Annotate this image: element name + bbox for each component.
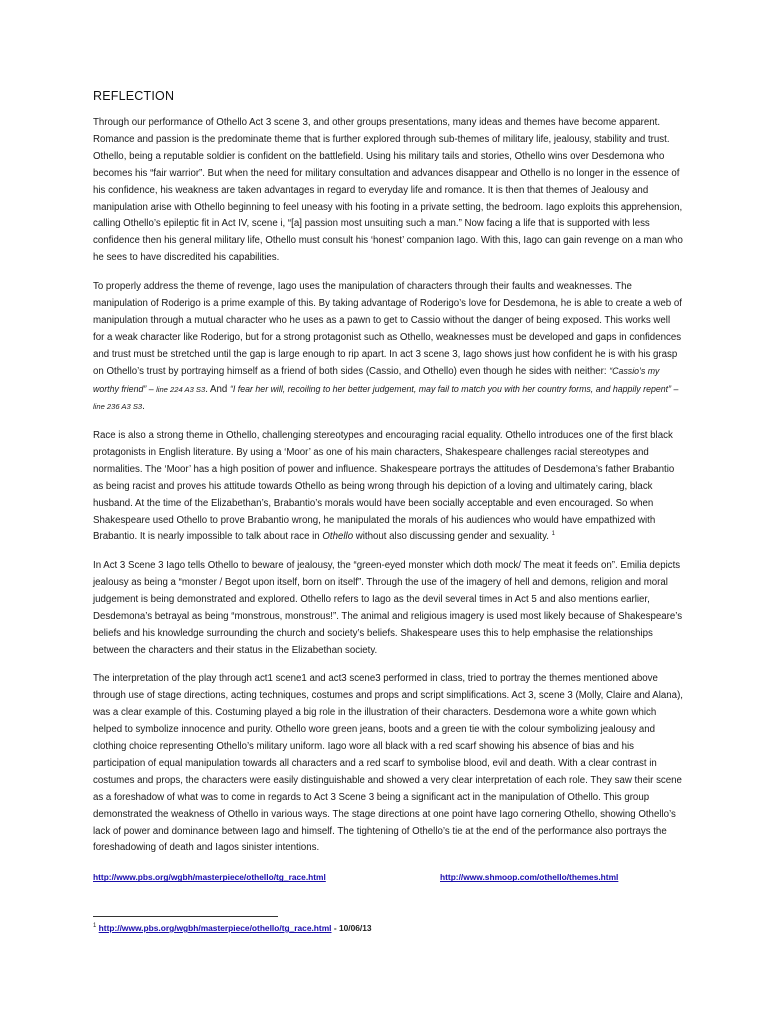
paragraph-revenge-end: . — [142, 401, 145, 413]
paragraph-race — [93, 428, 683, 546]
paragraph-intro: Through our performance of Othello Act 3 scene 3, and other groups presentations, many ideas and themes have become apparent. Romance and passion is the predominate theme that is further explored through sub-themes of military life, jealousy, stability and trust. Othello, being a reputable soldier is confident on the battlefield. Using his military tails and stories, Othello wins over Desdemona who becomes his “fair warrior”. But when the need for military consultation and advances disappear and Othello is no longer in the essence of his confidence, his weakness are taken advantages in regard to everyday life and romance. It is then that themes of Jealousy and manipulation arise with Othello beginning to feel uneasy with his footing in a private setting, the bedroom. Iago exploits this apprehension, calling Othello’s epileptic fit in Act IV, scene i, “[a] passion most unsuiting such a man.” Now facing a life that is supported with less confidence then his general military life, Othello must consult his ‘honest’ companion Iago. With this, Iago can gain revenge on a man who he sees to have discredited his capabilities. — [93, 117, 683, 264]
line-reference-2: line 236 A3 S3 — [93, 402, 143, 412]
play-title-italic: Othello — [322, 531, 354, 543]
footnote-link[interactable]: http://www.pbs.org/wgbh/masterpiece/othello/tg_race.html — [98, 923, 332, 933]
footnote-divider — [93, 916, 278, 917]
footnote — [93, 922, 372, 934]
page-title: REFLECTION — [93, 89, 175, 103]
paragraph-race-tail: without also discussing gender and sexuality. — [353, 531, 549, 543]
reference-link-pbs[interactable]: http://www.pbs.org/wgbh/masterpiece/othello/tg_race.html — [93, 872, 326, 883]
reference-link-shmoop[interactable]: http://www.shmoop.com/othello/themes.html — [440, 872, 619, 883]
paragraph-race-text: Race is also a strong theme in Othello, challenging stereotypes and encouraging racial equality. Othello introduces one of the first black protagonists in English literature. By using a ‘Moor’ as one of his main characters, Shakespeare challenges racial stereotypes and normalities. The ‘Moor’ has a high position of power and influence. Shakespeare portrays the attitudes of Desdemona’s father Brabantio as being racist and proves his attitude towards Othello as being wrong through his depiction of a loving and ultimately caring, black husband. At the time of the Elizabethan’s, Brabantio’s morals would have been socially acceptable and even encouraged. So when Shakespeare used Othello to prove Brabantio wrong, he manipulated the morals of his audiences who would have empathized with Brabantio. It is nearly impossible to talk about race in — [93, 430, 675, 543]
paragraph-jealousy: In Act 3 Scene 3 Iago tells Othello to beware of jealousy, the “green-eyed monster which doth mock/ The meat it feeds on”. Emilia depicts jealousy as being a “monster / Begot upon itself, born on itself”. Through the use of the imagery of hell and demons, religion and moral judgement is being demonstrated and explored. Othello refers to Iago as the devil several times in Act 5 and also mentions earlier, Desdemona’s betrayal as being “monstrous, monstrous!”. The animal and religious imagery is used most likely because of Shakespeare’s beliefs and his knowledge surrounding the church and society’s beliefs. Shakespeare uses this to help emphasise the relationships between the characters and their status in the Elizabethan society. — [93, 560, 683, 656]
quote-recoiling: “I fear her will, recoiling to her better judgement, may fail to match you with her country forms, and happily repent” – — [229, 384, 679, 395]
footnote-number: 1 — [93, 923, 97, 930]
paragraph-revenge — [93, 279, 683, 416]
paragraph-interpretation: The interpretation of the play through act1 scene1 and act3 scene3 performed in class, tried to portray the themes mentioned above through use of stage directions, acting techniques, costumes and props and script simplifications. Act 3, scene 3 (Molly, Claire and Alana), was a clear example of this. Costuming played a big role in the illustration of their characters. Desdemona wore a white gown which helped to symbolize innocence and purity. Othello wore green jeans, boots and a green tie with the colour symbolizing jealousy and clothing choice representing Othello’s military uniform. Iago wore all black with a red scarf showing his absence of bias and his participation of equal manipulation towards all characters and a red scarf to symbolise blood, evil and death. With a clear contrast in costumes and props, the characters were easily distinguishable and showed a very clear interpretation of each role. They saw their scene as a foreshadow of what was to come in regards to Act 3 Scene 3 being a significant act in the manipulation of Othello. This group demonstrated the weakness of Othello in various ways. The stage directions at one point have Iago cornering Othello, showing Othello’s lack of power and dominance between Iago and himself. The tightening of Othello’s tie at the end of the performance also portrays the foreshadowing of death and Iagos sinister intentions. — [93, 673, 683, 854]
paragraph-revenge-text: To properly address the theme of revenge, Iago uses the manipulation of characters through their faults and weaknesses. The manipulation of Roderigo is a prime example of this. By taking advantage of Roderigo’s love for Desdemona, he is able to create a web of manipulation through a mutual character who he uses as a pawn to get to Cassio without the danger of being exposed. This works well for a weak character like Roderigo, but for a strong protagonist such as Othello, weaknesses must be developed and gaps in confidences and trust must be stretched until the gap is large enough to rip apart. In act 3 scene 3, Iago shows just how confident he is with his grasp on Othello’s trust by portraying himself as a friend of both sides (Cassio, and Othello) even though he sides with neither: — [93, 280, 682, 378]
quote-cassio: “Cassio’s my worthy friend” – — [93, 366, 660, 395]
footnote-marker[interactable]: 1 — [551, 531, 555, 538]
line-reference-1: line 224 A3 S3 — [156, 385, 206, 395]
connector-text: . And — [205, 384, 230, 396]
document-body — [93, 88, 683, 889]
footnote-date: - 10/06/13 — [331, 923, 372, 933]
reference-links — [93, 869, 683, 889]
